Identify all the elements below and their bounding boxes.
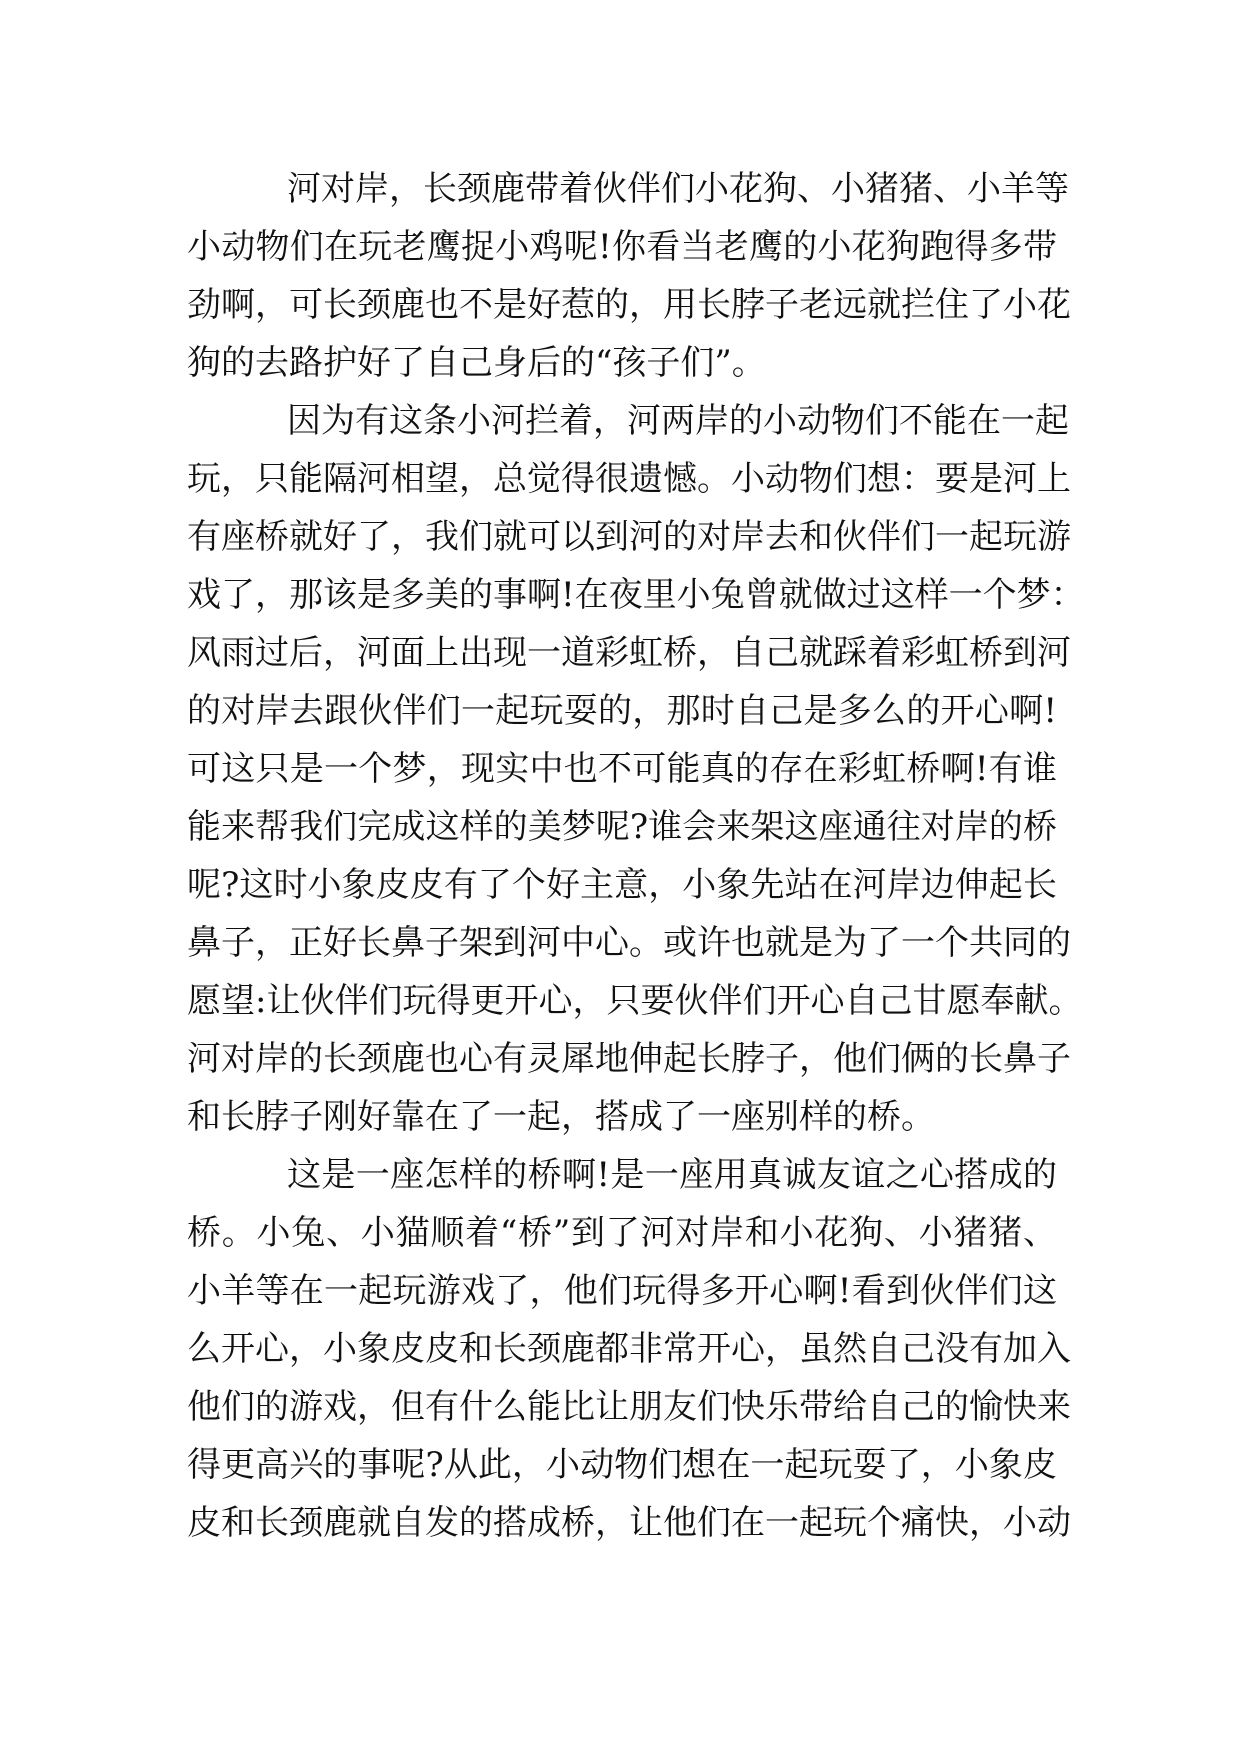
text-line: 的对岸去跟伙伴们一起玩耍的，那时自己是多么的开心啊! xyxy=(187,691,1057,731)
text-line: 这是一座怎样的桥啊!是一座用真诚友谊之心搭成的 xyxy=(287,1155,1057,1195)
text-line: 河对岸的长颈鹿也心有灵犀地伸起长脖子，他们俩的长鼻子 xyxy=(187,1039,1071,1079)
text-line: 小羊等在一起玩游戏了，他们玩得多开心啊!看到伙伴们这 xyxy=(187,1271,1057,1311)
text-line: 风雨过后，河面上出现一道彩虹桥，自己就踩着彩虹桥到河 xyxy=(187,633,1071,673)
text-line: 愿望:让伙伴们玩得更开心，只要伙伴们开心自己甘愿奉献。 xyxy=(187,981,1083,1021)
text-line: 皮和长颈鹿就自发的搭成桥，让他们在一起玩个痛快，小动 xyxy=(187,1503,1071,1543)
text-line: 和长脖子刚好靠在了一起，搭成了一座别样的桥。 xyxy=(187,1097,935,1137)
text-line: 河对岸，长颈鹿带着伙伴们小花狗、小猪猪、小羊等 xyxy=(287,169,1069,209)
text-line: 么开心，小象皮皮和长颈鹿都非常开心，虽然自己没有加入 xyxy=(187,1329,1071,1369)
text-line: 得更高兴的事呢?从此，小动物们想在一起玩耍了，小象皮 xyxy=(187,1445,1057,1485)
text-line: 鼻子，正好长鼻子架到河中心。或许也就是为了一个共同的 xyxy=(187,923,1071,963)
text-line: 可这只是一个梦，现实中也不可能真的存在彩虹桥啊!有谁 xyxy=(187,749,1057,789)
text-line: 桥。小兔、小猫顺着“桥”到了河对岸和小花狗、小猪猪、 xyxy=(187,1213,1057,1253)
text-line: 因为有这条小河拦着，河两岸的小动物们不能在一起 xyxy=(287,401,1069,441)
text-line: 他们的游戏，但有什么能比让朋友们快乐带给自己的愉快来 xyxy=(187,1387,1071,1427)
body-text xyxy=(187,160,1085,1552)
text-line: 呢?这时小象皮皮有了个好主意，小象先站在河岸边伸起长 xyxy=(187,865,1057,905)
text-line: 有座桥就好了，我们就可以到河的对岸去和伙伴们一起玩游 xyxy=(187,517,1071,557)
text-line: 劲啊，可长颈鹿也不是好惹的，用长脖子老远就拦住了小花 xyxy=(187,285,1071,325)
text-line: 玩，只能隔河相望，总觉得很遗憾。小动物们想：要是河上 xyxy=(187,459,1071,499)
text-line: 狗的去路护好了自己身后的“孩子们”。 xyxy=(187,343,766,383)
text-line: 能来帮我们完成这样的美梦呢?谁会来架这座通往对岸的桥 xyxy=(187,807,1057,847)
text-line: 小动物们在玩老鹰捉小鸡呢!你看当老鹰的小花狗跑得多带 xyxy=(187,227,1057,267)
text-line: 戏了，那该是多美的事啊!在夜里小兔曾就做过这样一个梦： xyxy=(187,575,1085,615)
